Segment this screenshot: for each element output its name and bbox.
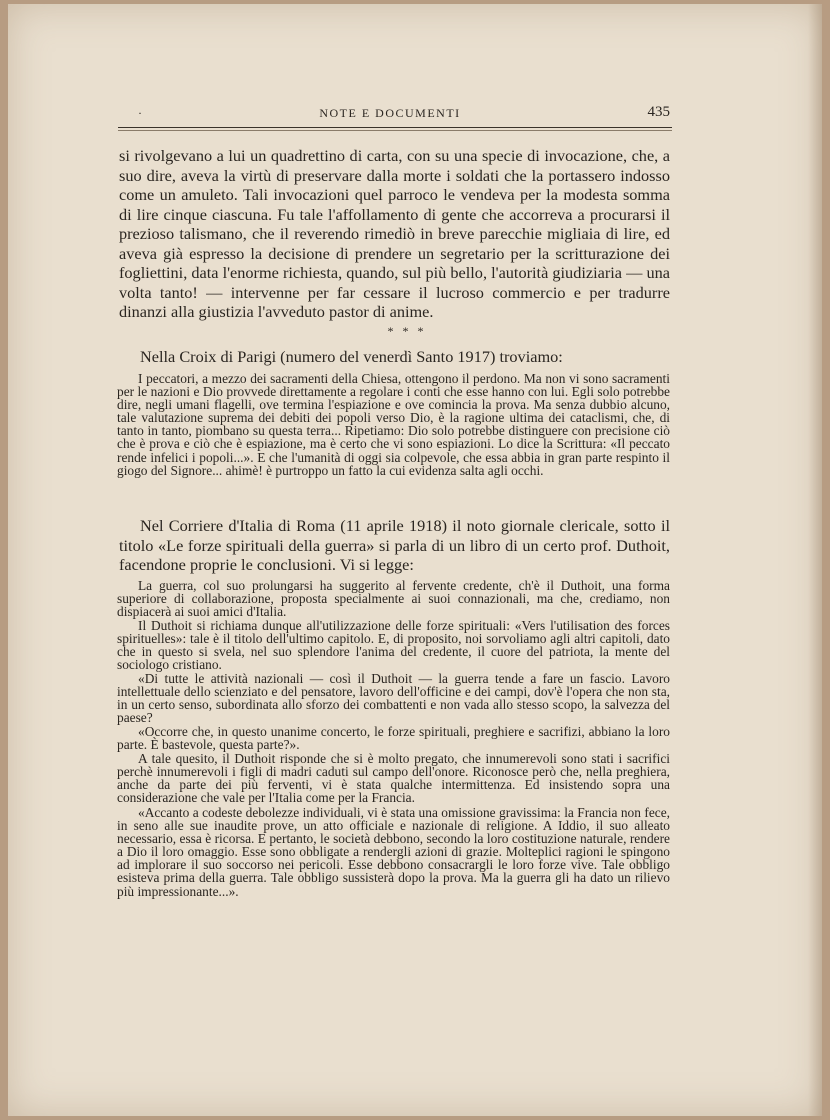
quote-croix: I peccatori, a mezzo dei sacramenti della Chiesa, ottengono il perdono. Ma non vi sono sacramenti per le nazioni e Dio provvede direttamente a regolare i conti che esse hanno con lui. Egli solo potrebbe dire, negli umani flagelli, ove termina l'espiazione e ove comincia la prova. Ma senza dubbio alcuno, tale valutazione suprema dei debiti dei popoli verso Dio, è la ragione ultima dei cataclismi, che, di tanto in tanto, piombano su questa terra... Ripetiamo: Dio solo potrebbe distinguere con precisione ciò che è prova e ciò che è espiazione, ma è certo che vi sono espiazioni. Lo dice la Scrittura: «Il peccato rende infelici i popoli...». E che l'umanità di oggi sia colpevole, che essa abbia in gran parte respinto il giogo del Signore... ahimè! è purtroppo un fatto la cui evidenza salta agli occhi. [117,371,670,478]
page-number: 435 [647,104,670,120]
quote-paragraph-3: «Di tutte le attività nazionali — così il Duthoit — la guerra tende a fare un fascio. Lavoro intellettuale dello scienziato e del pensatore, lavoro dell'officine e dei campi, dov'è l'opera che non sta, in un certo senso, subordinata allo sforzo dei combattenti e non vada allo stesso scopo, la salvezza del paese? [117,671,670,726]
quote-paragraph-6: «Accanto a codeste debolezze individuali, vi è stata una omissione gravissima: la Francia non fece, in seno alle sue inaudite prove, un atto officiale e nazionale di religione. A Iddio, il suo alleato necessario, essa è ricorsa. E pertanto, le società debbono, secondo la loro costituzione naturale, rendere a Dio il loro omaggio. Esse sono obbligate a rendergli azioni di grazie. Molteplici ragioni le spingono ad implorare il suo soccorso nei pericoli. Esse debbono consacrargli le loro forze vive. Tale obbligo esisteva prima della guerra. Tale obbligo sussisterà dopo la prova. Ma la guerra gli ha dato un rilievo più impressionante...». [117,805,670,899]
page-edge-shadow [808,4,822,1116]
header-rule [118,127,672,128]
quote-paragraph-4: «Occorre che, in questo unanime concerto, le forze spirituali, preghiere e sacrifizi, abbiano la loro parte. È bastevole, questa parte?». [117,724,670,753]
quote-paragraph-1: La guerra, col suo prolungarsi ha suggerito al fervente credente, ch'è il Duthoit, una forma superiore di collaborazione, proposta specialmente ai suoi connazionali, ma che, crediamo, non dispiacerà ai suoi amici d'Italia. [117,578,670,620]
paragraph-croix-intro: Nella Croix di Parigi (numero del venerdì Santo 1917) troviamo: [140,347,563,366]
header-marker: · [138,106,142,120]
section-separator: * * * [387,324,427,338]
paragraph-continued: si rivolgevano a lui un quadrettino di carta, con su una specie di invocazione, che, a suo dire, aveva la virtù di preservare dalla morte i soldati che la portassero indosso come un amuleto. Tali invocazioni quel parroco le vendeva per la modesta somma di lire cinque ciascuna. Fu tale l'affollamento di gente che accorreva a procurarsi il prezioso talismano, che il reverendo rimediò in breve parecchie migliaia di lire, ed aveva già espresso la decisione di prendere un segretario per la scritturazione dei fogliettini, data l'enorme richiesta, quando, sul più bello, l'autorità giudiziaria — una volta tanto! — intervenne per far cessare il lucroso commercio e per tradurre dinanzi alla giustizia l'avveduto pastor di anime. [119,146,670,321]
quote-paragraph-5: A tale quesito, il Duthoit risponde che si è molto pregato, che innumerevoli sono stati i sacrifici perchè innumerevoli i figli di madri caduti sul campo dell'onore. Riconosce però che, nella preghiera, anche da parte dei più ferventi, vi è stata qualche intermittenza. Ed insistendo sopra una considerazione che vale per l'Italia come per la Francia. [117,751,670,806]
header-rule-thin [118,130,672,131]
paragraph-corriere-intro: Nel Corriere d'Italia di Roma (11 aprile 1918) il noto giornale clericale, sotto il titolo «Le forze spirituali della guerra» si parla di un libro di un certo prof. Duthoit, facendone proprie le conclusioni. Vi si legge: [119,516,670,574]
running-title: NOTE E DOCUMENTI [319,106,461,120]
quote-paragraph-2: Il Duthoit si richiama dunque all'utilizzazione delle forze spirituali: «Vers l'utilisation des forces spirituelles»: tale è il titolo dell'ultimo capitolo. E, di proposito, noi sorvoliamo agli altri capitoli, dato che in questo si svela, nel suo splendore l'anima del credente, il cuore del patriota, la mente del sociologo cristiano. [117,618,670,673]
